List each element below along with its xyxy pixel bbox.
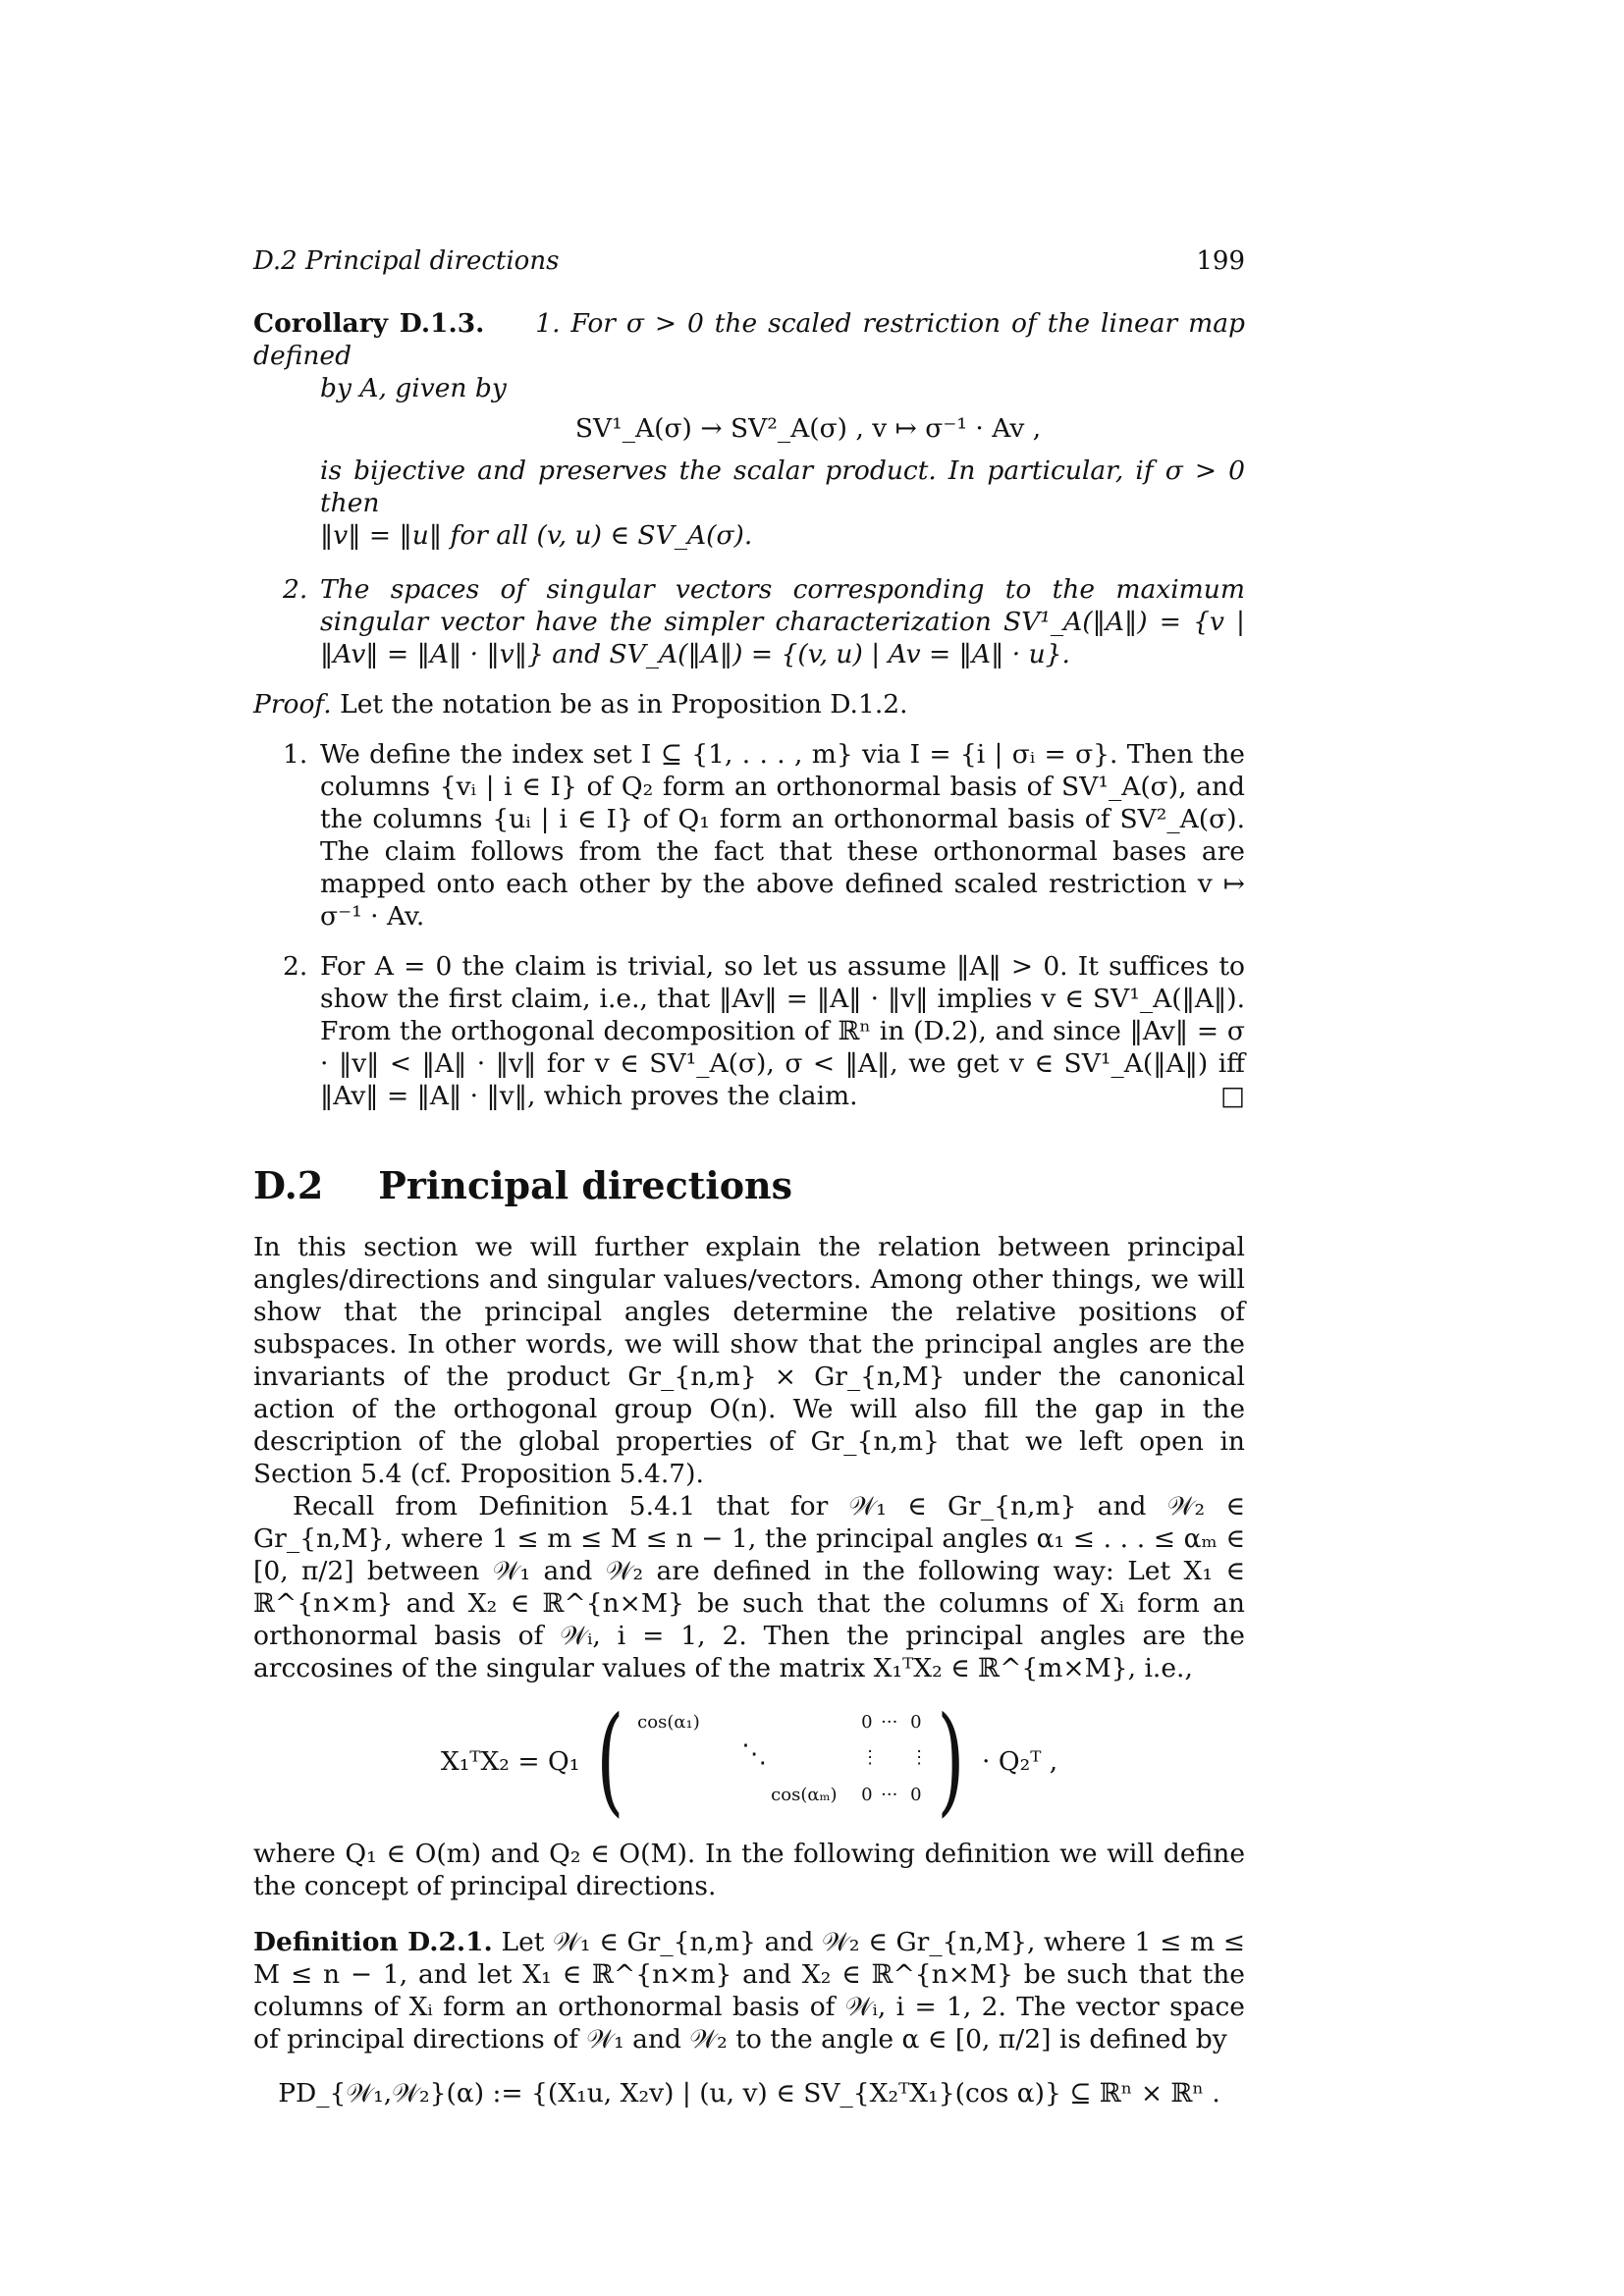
proof-intro: Let the notation be as in Proposition D.1.2. bbox=[340, 689, 908, 720]
definition-label: Definition D.2.1. bbox=[253, 1927, 493, 1957]
running-head bbox=[253, 245, 1245, 278]
corollary-item2-number: 2. bbox=[283, 574, 308, 605]
corollary-item2-text: The spaces of singular vectors corresponding to the maximum singular vector have the simpler characterization SV¹_A(‖A‖) = {v | ‖Av‖ = ‖A‖ · ‖v‖} and SV_A(‖A‖) = {(v, u) | Av = ‖A‖ · u}. bbox=[320, 574, 1245, 669]
qed-symbol: □ bbox=[1219, 1081, 1245, 1111]
definition-body bbox=[253, 1926, 1245, 2056]
proof-item-text: For A = 0 the claim is trivial, so let us assume ‖A‖ > 0. It suffices to show the first claim, i.e., that ‖Av‖ = ‖A‖ · ‖v‖ implies v ∈ SV¹_A(‖A‖). From the orthogonal decomposition of ℝⁿ in (D.2), and since ‖Av‖ = σ · ‖v‖ < ‖A‖ · ‖v‖ for v ∈ SV¹_A(σ), σ < ‖A‖, we get v ∈ SV¹_A(‖A‖) iff ‖Av‖ = ‖A‖ · ‖v‖, which proves the claim. bbox=[320, 951, 1245, 1111]
corollary-item1-after-line2: ‖v‖ = ‖u‖ for all (v, u) ∈ SV_A(σ). bbox=[320, 520, 753, 551]
running-head-title: D.2 Principal directions bbox=[253, 246, 560, 276]
matrix-entry-cos-alpha-1: cos(α₁) bbox=[637, 1712, 700, 1733]
section-heading bbox=[253, 1163, 1245, 1207]
left-paren: ( bbox=[596, 1692, 624, 1829]
matrix bbox=[587, 1692, 974, 1829]
section-title: Principal directions bbox=[378, 1163, 793, 1207]
proof-item-number: 1. bbox=[283, 739, 308, 770]
section-paragraph-1: In this section we will further explain the relation between principal angles/directions and singular values/vectors. Among other things, we will show that the principal angles determine the relative positions of subspaces. In other words, we will show that the principal angles are the invariants of the product Gr_{n,m} × Gr_{n,M} under the canonical action of the orthogonal group O(n). We will also fill the gap in the description of the global properties of Gr_{n,m} that we left open in Section 5.4 (cf. Proposition 5.4.7). bbox=[253, 1232, 1245, 1489]
proof-item-number: 2. bbox=[283, 951, 308, 982]
corollary-item1-after-line1: is bijective and preserves the scalar product. In particular, if σ > 0 then bbox=[320, 455, 1245, 518]
matrix-entry-vdots: ⋮ bbox=[861, 1747, 880, 1768]
definition bbox=[253, 1926, 1245, 2109]
matrix-entry-ddots: ⋱ bbox=[741, 1739, 768, 1769]
proof-list bbox=[253, 738, 1245, 1112]
proof bbox=[253, 688, 1245, 1112]
proof-item bbox=[253, 950, 1245, 1112]
matrix-entry-zero: 0 bbox=[910, 1785, 922, 1805]
section-number: D.2 bbox=[253, 1163, 324, 1207]
corollary-item1-cont: by A, given by bbox=[320, 373, 507, 403]
matrix-entry-vdots: ⋮ bbox=[910, 1747, 929, 1768]
section-paragraph-2: Recall from Definition 5.4.1 that for 𝒲₁ ∈ Gr_{n,m} and 𝒲₂ ∈ Gr_{n,M}, where 1 ≤ m ≤ M ≤ n − 1, the principal angles α₁ ≤ . . . ≤ αₘ ∈ [0, π/2] between 𝒲₁ and 𝒲₂ are defined in the following way: Let X₁ ∈ ℝ^{n×m} and X₂ ∈ ℝ^{n×M} be such that the columns of Xᵢ form an orthonormal basis of 𝒲ᵢ, i = 1, 2. Then the principal angles are the arccosines of the singular values of the matrix X₁ᵀX₂ ∈ ℝ^{m×M}, i.e., bbox=[253, 1491, 1245, 1683]
matrix-lhs: X₁ᵀX₂ = Q₁ bbox=[440, 1745, 580, 1777]
matrix-entry-hdots: ··· bbox=[881, 1712, 898, 1733]
corollary bbox=[253, 307, 1245, 670]
matrix-entry-zero: 0 bbox=[861, 1785, 873, 1805]
page bbox=[253, 245, 1245, 2121]
matrix-equation bbox=[253, 1692, 1245, 1829]
proof-label: Proof. bbox=[253, 689, 332, 720]
corollary-first-line bbox=[253, 307, 1245, 372]
proof-item-text: We define the index set I ⊆ {1, . . . , m} via I = {i | σᵢ = σ}. Then the columns {vᵢ | i ∈ I} of Q₂ form an orthonormal basis of SV¹_A(σ), and the columns {uᵢ | i ∈ I} of Q₁ form an orthonormal basis of SV²_A(σ). The claim follows from the fact that these orthonormal bases are mapped onto each other by the above defined scaled restriction v ↦ σ⁻¹ · Av. bbox=[320, 739, 1245, 932]
matrix-entry-zero: 0 bbox=[861, 1712, 873, 1733]
matrix-entry-cos-alpha-m: cos(αₘ) bbox=[771, 1785, 838, 1805]
definition-equation: PD_{𝒲₁,𝒲₂}(α) := {(X₁u, X₂v) | (u, v) ∈ SV_{X₂ᵀX₁}(cos α)} ⊆ ℝⁿ × ℝⁿ . bbox=[278, 2078, 1220, 2109]
proof-intro-line bbox=[253, 688, 1245, 721]
corollary-label: Corollary D.1.3. bbox=[253, 308, 485, 339]
corollary-item2-list bbox=[253, 573, 1245, 670]
definition-text: Let 𝒲₁ ∈ Gr_{n,m} and 𝒲₂ ∈ Gr_{n,M}, where 1 ≤ m ≤ M ≤ n − 1, and let X₁ ∈ ℝ^{n×m} and X₂ ∈ ℝ^{n×M} be such that the columns of Xᵢ form an orthonormal basis of 𝒲ᵢ, i = 1, 2. The vector space of principal directions of 𝒲₁ and 𝒲₂ to the angle α ∈ [0, π/2] is defined by bbox=[253, 1927, 1245, 2055]
matrix-rhs: · Q₂ᵀ , bbox=[982, 1745, 1058, 1777]
right-paren: ) bbox=[937, 1692, 965, 1829]
matrix-entry-zero: 0 bbox=[910, 1712, 922, 1733]
matrix-body bbox=[633, 1712, 928, 1810]
page-number: 199 bbox=[1196, 246, 1245, 276]
corollary-item1-lead: 1. For σ > 0 the scaled restriction of the linear map defined bbox=[253, 308, 1245, 371]
corollary-item2 bbox=[253, 573, 1245, 670]
corollary-item1-equation: SV¹_A(σ) → SV²_A(σ) , v ↦ σ⁻¹ · Av , bbox=[574, 413, 1042, 444]
section-paragraph-3: where Q₁ ∈ O(m) and Q₂ ∈ O(M). In the following definition we will define the concept of principal directions. bbox=[253, 1839, 1245, 1901]
matrix-entry-hdots: ··· bbox=[881, 1785, 898, 1805]
proof-item bbox=[253, 738, 1245, 933]
